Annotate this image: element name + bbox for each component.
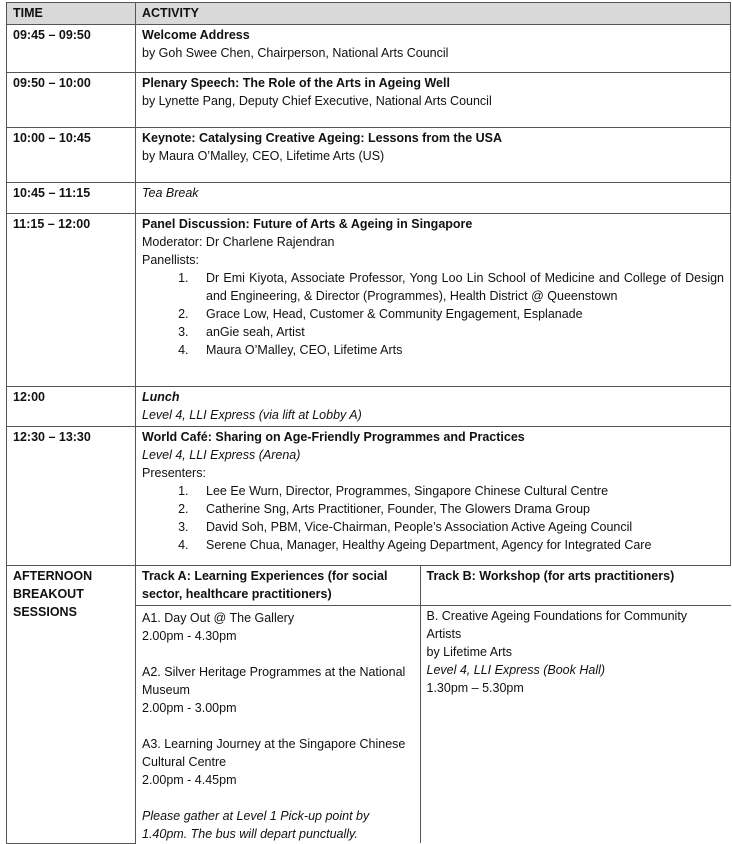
session-a1-time: 2.00pm - 4.30pm xyxy=(142,629,237,643)
tracks-body-row xyxy=(136,606,731,844)
table-row xyxy=(7,183,731,214)
presenters-list xyxy=(142,482,724,554)
track-a-note: Please gather at Level 1 Pick-up point by 1.40pm. The bus will depart punctually. xyxy=(142,809,370,841)
activity-speaker: by Maura O’Malley, CEO, Lifetime Arts (US) xyxy=(142,149,385,163)
session-a3-name: A3. Learning Journey at the Singapore Chinese Cultural Centre xyxy=(142,737,406,769)
programme-table xyxy=(6,2,731,844)
header-row xyxy=(7,3,731,25)
row-time: 11:15 – 12:00 xyxy=(7,214,136,387)
session-b-name: B. Creative Ageing Foundations for Community Artists xyxy=(426,609,688,641)
row-activity xyxy=(136,25,731,73)
activity-location: Level 4, LLI Express (via lift at Lobby A) xyxy=(142,408,362,422)
session-b-location: Level 4, LLI Express (Book Hall) xyxy=(426,663,606,677)
table-row xyxy=(7,25,731,73)
session-b-speaker: by Lifetime Arts xyxy=(426,645,512,659)
track-b-title: Track B: Workshop (for arts practitioners) xyxy=(420,566,731,606)
session-a2-time: 2.00pm - 3.00pm xyxy=(142,701,237,715)
list-item: 2. Catherine Sng, Arts Practitioner, Founder, The Glowers Drama Group xyxy=(192,500,724,518)
list-item: 4. Maura O’Malley, CEO, Lifetime Arts xyxy=(192,341,724,359)
presenters-label: Presenters: xyxy=(142,466,206,480)
track-a-title: Track A: Learning Experiences (for social sector, healthcare practitioners) xyxy=(136,566,420,606)
time-header: TIME xyxy=(7,3,136,25)
list-item: 1. Lee Ee Wurn, Director, Programmes, Singapore Chinese Cultural Centre xyxy=(192,482,724,500)
row-activity xyxy=(136,214,731,387)
session-b-time: 1.30pm – 5.30pm xyxy=(426,681,524,695)
row-activity xyxy=(136,427,731,566)
row-time: 10:45 – 11:15 xyxy=(7,183,136,214)
session-a2-name: A2. Silver Heritage Programmes at the National Museum xyxy=(142,665,406,697)
activity-title: Welcome Address xyxy=(142,28,250,42)
row-time: 09:50 – 10:00 xyxy=(7,73,136,128)
session-a1-name: A1. Day Out @ The Gallery xyxy=(142,611,295,625)
row-activity xyxy=(136,128,731,183)
list-item: 3. anGie seah, Artist xyxy=(192,323,724,341)
activity-title: Plenary Speech: The Role of the Arts in Ageing Well xyxy=(142,76,450,90)
tracks-header-row xyxy=(136,566,731,606)
activity-header: ACTIVITY xyxy=(136,3,731,25)
activity-title: Panel Discussion: Future of Arts & Ageing in Singapore xyxy=(142,217,473,231)
track-a-details xyxy=(136,606,420,844)
panellists-label: Panellists: xyxy=(142,253,199,267)
activity-speaker: by Goh Swee Chen, Chairperson, National Arts Council xyxy=(142,46,449,60)
table-row xyxy=(7,427,731,566)
table-row xyxy=(7,128,731,183)
table-row xyxy=(7,387,731,427)
activity-title: Keynote: Catalysing Creative Ageing: Lessons from the USA xyxy=(142,131,503,145)
row-time: 12:00 xyxy=(7,387,136,427)
activity-title: Tea Break xyxy=(142,186,199,200)
table-row xyxy=(7,214,731,387)
row-activity xyxy=(136,183,731,214)
list-item: 3. David Soh, PBM, Vice-Chairman, People’s Association Active Ageing Council xyxy=(192,518,724,536)
track-b-details xyxy=(420,606,731,844)
list-item: 2. Grace Low, Head, Customer & Community Engagement, Esplanade xyxy=(192,305,724,323)
activity-title: Lunch xyxy=(142,390,180,404)
row-time: 09:45 – 09:50 xyxy=(7,25,136,73)
activity-title: World Café: Sharing on Age-Friendly Programmes and Practices xyxy=(142,430,525,444)
row-time: 10:00 – 10:45 xyxy=(7,128,136,183)
row-activity xyxy=(136,73,731,128)
row-activity xyxy=(136,387,731,427)
breakout-tracks xyxy=(136,566,731,844)
session-a3-time: 2.00pm - 4.45pm xyxy=(142,773,237,787)
row-time: 12:30 – 13:30 xyxy=(7,427,136,566)
table-row xyxy=(7,566,731,844)
list-item: 4. Serene Chua, Manager, Healthy Ageing Department, Agency for Integrated Care xyxy=(192,536,724,554)
activity-speaker: by Lynette Pang, Deputy Chief Executive, National Arts Council xyxy=(142,94,492,108)
panel-moderator: Moderator: Dr Charlene Rajendran xyxy=(142,235,335,249)
table-row xyxy=(7,73,731,128)
list-item: 1. Dr Emi Kiyota, Associate Professor, Yong Loo Lin School of Medicine and College of Design and Engineering, & Director (Programmes), Health District @ Queenstown xyxy=(192,269,724,305)
activity-location: Level 4, LLI Express (Arena) xyxy=(142,448,301,462)
panellists-list xyxy=(142,269,724,359)
row-time: AFTERNOON BREAKOUT SESSIONS xyxy=(7,566,136,844)
tracks-table xyxy=(136,566,731,843)
